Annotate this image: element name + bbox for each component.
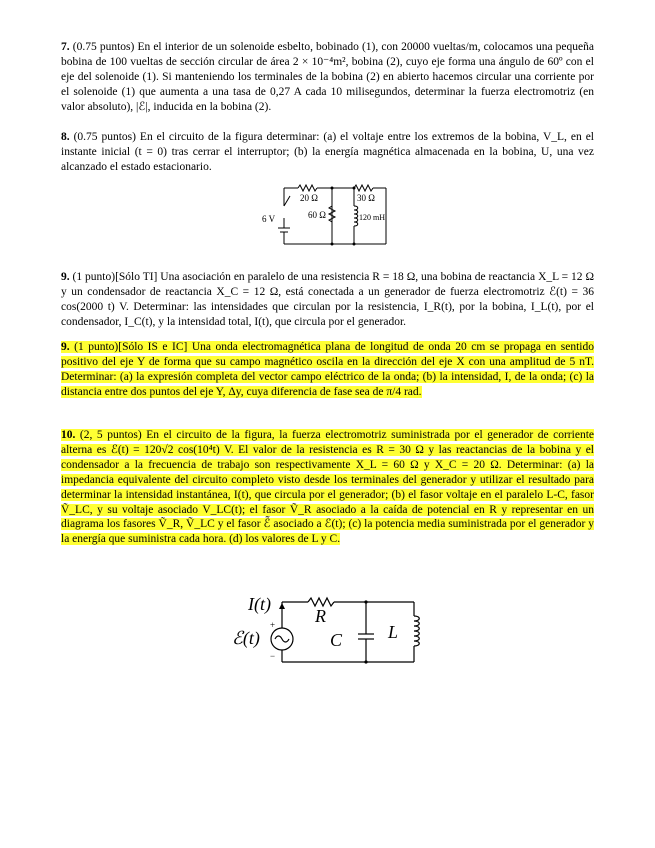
problem-9-is-ic-number: 9.	[61, 341, 70, 353]
problem-10-number: 10.	[61, 429, 76, 441]
problem-9-is-ic-text: (1 punto)[Sólo IS e IC] Una onda electromagnética plana de longitud de onda 20 cm se propaga en sentido positivo del eje Y de forma que su campo magnético oscila en la dirección del eje X con una amplitud de 5 nT. Determinar: (a) la expresión completa del vector campo eléctrico de la onda; (b) la intensidad, I, de la onda; (c) la distancia entre dos puntos del eje Y, Δy, cuya diferencia de fase sea de π/4 rad.	[61, 341, 595, 398]
inductor-label: 120 mH	[359, 213, 385, 222]
problem-10-text: (2, 5 puntos) En el circuito de la figura, la fuerza electromotriz suministrada por el generador de corriente alterna es ℰ(t) = 120√2 cos(10⁴t) V. El valor de la resistencia es R = 30 Ω y las reactancias de la bobina y el condensador a la frecuencia de trabajo son respectivamente X_L = 60 Ω y X_C = 20 Ω. Determinar: (a) la impedancia equivalente del circuito completo visto desde los terminales del generador y utilizar el resultado para determinar la intensidad instantánea, I(t), que circula por el generador; (b) el fasor voltaje en el paralelo L-C, fasor Ṽ_LC, y su voltaje asociado V_LC(t); el fasor Ṽ_R asociado a la caída de potencial en R y representar en un diagrama los fasores Ṽ_R, Ṽ_LC y el fasor ℰ̃ asociado a ℰ(t); (c) la potencia media suministrada por el generador y la energía que suministra cada hora. (d) los valores de L y C.	[61, 429, 594, 546]
capacitor-label: C	[330, 630, 343, 650]
current-label: I(t)	[248, 594, 271, 614]
r2-label: 30 Ω	[357, 193, 375, 203]
problem-7-text: (0.75 puntos) En el interior de un solenoide esbelto, bobinado (1), con 20000 vueltas/m, colocamos una pequeña bobina de 100 vueltas de sección circular de área 2 × 10⁻⁴m², bobina (2), cuyo eje forma una ángulo de 60º con el eje del solenoide (1). Si manteniendo los terminales de la bobina (2) en abierto hacemos circular una corriente por el solenoide (1) que aumenta a una tasa de 0,27 A cada 10 milisegundos, determinar la fuerza electromotriz (en valor absoluto), |ℰ|, inducida en la bobina (2).	[61, 41, 594, 113]
ac-circuit-figure	[228, 588, 438, 668]
problem-9-ti-text: (1 punto)[Sólo TI] Una asociación en paralelo de una resistencia R = 18 Ω, una bobina de reactancia X_L = 12 Ω y un condensador de reactancia X_C = 12 Ω, está conectada a un generador de fuerza electromotriz ℰ(t) = 36 cos(2000 t) V. Determinar: las intensidades que circulan por la resistencia, I_R(t), por la bobina, I_L(t), por el condensador, I_C(t), y la intensidad total, I(t), que circula por el generador.	[61, 271, 595, 328]
plus-sign: +	[270, 620, 276, 630]
problem-7-number: 7.	[61, 41, 70, 53]
inductor-label: L	[388, 622, 399, 642]
resistor-label: R	[315, 606, 326, 626]
minus-sign: −	[270, 651, 276, 661]
r1-label: 20 Ω	[300, 193, 318, 203]
r3-label: 60 Ω	[308, 210, 326, 220]
problem-7	[61, 40, 594, 115]
problem-9-ti	[61, 270, 594, 330]
problem-10	[61, 428, 594, 547]
problem-8	[61, 130, 594, 175]
dc-circuit-figure	[258, 178, 398, 254]
problem-8-number: 8.	[61, 131, 70, 143]
problem-9-ti-number: 9.	[61, 271, 70, 283]
problem-9-is-ic	[61, 340, 594, 400]
source-label: 6 V	[262, 214, 276, 224]
emf-label: ℰ(t)	[232, 628, 260, 648]
problem-8-text: (0.75 puntos) En el circuito de la figura determinar: (a) el voltaje entre los extremos de la bobina, V_L, en el instante inicial (t = 0) tras cerrar el interruptor; (b) la energía magnética almacenada en la bobina, U, una vez alcanzado el estado estacionario.	[61, 131, 594, 173]
